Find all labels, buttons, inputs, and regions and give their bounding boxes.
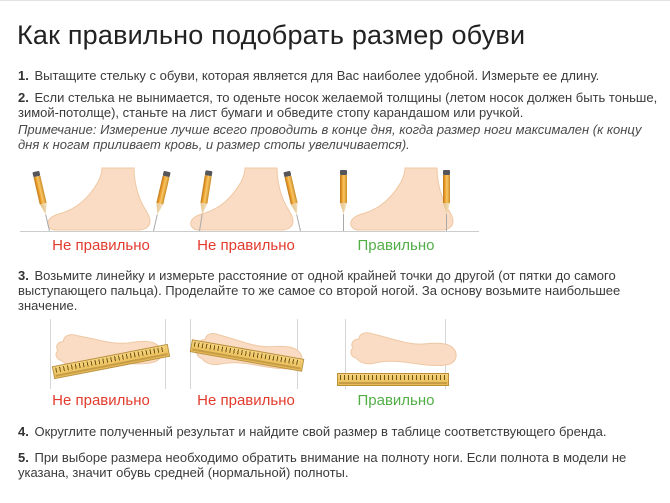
step-2-number: 2. [18,90,29,105]
figure-label-right: Правильно [357,392,435,409]
figure-pencils-right [321,165,471,235]
figure-label-wrong: Не правильно [197,392,295,409]
step-5 [18,450,658,480]
step-1-number: 1. [18,68,29,83]
step-4 [18,424,658,439]
step-3 [18,268,662,313]
figure-ruler-wrong-2 [171,319,321,389]
step-4-number: 4. [18,424,29,439]
step-5-text: При выборе размера необходимо обратить внимание на полноту ноги. Если полнота в модели не указана, значит обувь средней (нормальной) полноты. [18,450,627,481]
page-title: Как правильно подобрать размер обуви [17,20,526,50]
step-3-number: 3. [18,268,29,283]
step-3-text: Возьмите линейку и измерьте расстояние от одной крайней точки до другой (от пятки до самого выступающего пальца). Проделайте то же самое со второй ногой. За основу возьмите наибольшее значение. [18,268,621,314]
step-2-text: Если стелька не вынимается, то оденьте носок желаемой толщины (летом носок должен быть тоньше, зимой-потолще), станьте на лист бумаги и обведите стопу карандашом или ручкой. [18,90,658,121]
foot-top-icon [347,327,459,371]
foot-side-icon [46,167,152,232]
pencil-icon [340,170,347,231]
figure-ruler-right [321,319,471,389]
step-4-text: Округлите полученный результат и найдите свой размер в таблице соответствующего бренда. [34,424,607,439]
ruler-measuring-row [0,319,670,425]
guide-line [190,319,191,389]
figure-label-wrong: Не правильно [197,237,295,254]
figure-pencils-wrong-2 [171,165,321,235]
note-text: Примечание: Измерение лучше всего проводить в конце дня, когда размер ноги максимален (к концу дня к ногам приливает кровь, и размер стопы увеличивается). [18,122,642,153]
pencil-measuring-row [0,165,670,269]
step-1-text: Вытащите стельку с обуви, которая является для Вас наиболее удобной. Измерьте ее длину. [34,68,600,83]
step-1 [18,68,658,83]
step-2 [18,90,658,120]
foot-side-icon [349,167,455,232]
pencil-icon [150,171,171,232]
figure-label-wrong: Не правильно [52,237,150,254]
figure-label-wrong: Не правильно [52,392,150,409]
step-5-number: 5. [18,450,29,465]
ruler-icon [337,373,449,386]
figure-pencils-wrong-1 [26,165,176,235]
figure-ruler-wrong-1 [26,319,176,389]
figure-label-right: Правильно [357,237,435,254]
pencil-icon [443,170,450,231]
